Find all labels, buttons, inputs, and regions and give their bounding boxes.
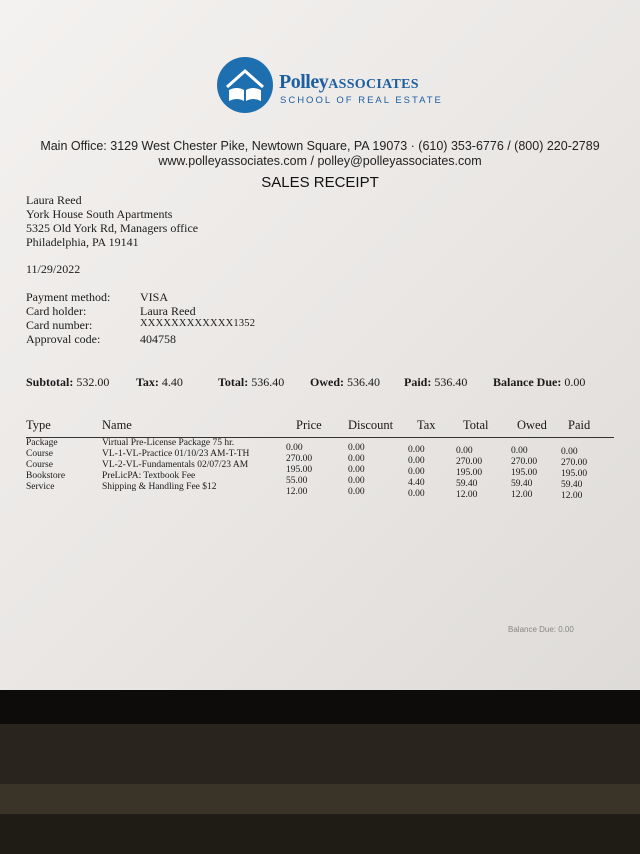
cell-total: 59.40 xyxy=(456,479,478,489)
col-header-tax: Tax xyxy=(417,418,436,432)
col-header-owed: Owed xyxy=(517,418,547,432)
cell-owed: 195.00 xyxy=(511,468,538,478)
office-address: Main Office: 3129 West Chester Pike, Newtown Square, PA 19073 · (610) 353-6776 / (800) 220-2789 xyxy=(40,139,600,153)
customer-name: Laura Reed xyxy=(26,193,82,207)
cell-type: Service xyxy=(26,482,55,492)
laptop-hinge xyxy=(0,784,640,814)
office-web: www.polleyassociates.com / polley@polleyassociates.com xyxy=(158,154,482,168)
col-header-price: Price xyxy=(296,418,322,432)
cell-price: 270.00 xyxy=(286,454,313,464)
cell-price: 195.00 xyxy=(286,465,313,475)
customer-address1: York House South Apartments xyxy=(26,207,173,221)
approval-code-label: Approval code: xyxy=(26,332,101,346)
col-header-type: Type xyxy=(26,418,51,432)
cell-discount: 0.00 xyxy=(348,443,365,453)
polley-logo xyxy=(217,57,447,115)
owed-summary: Owed: 536.40 xyxy=(310,375,380,389)
cell-name: VL-2-VL-Fundamentals 02/07/23 AM xyxy=(102,460,249,470)
balance-due: Balance Due: 0.00 xyxy=(493,375,586,389)
cell-price: 0.00 xyxy=(286,443,303,453)
cell-name: Shipping & Handling Fee $12 xyxy=(102,482,217,492)
cell-total: 195.00 xyxy=(456,468,483,478)
cell-tax: 0.00 xyxy=(408,445,425,455)
cell-tax: 4.40 xyxy=(408,478,425,488)
customer-address2: 5325 Old York Rd, Managers office xyxy=(26,221,199,235)
subtotal: Subtotal: 532.00 xyxy=(26,375,110,389)
col-header-name: Name xyxy=(102,418,132,432)
cell-paid: 12.00 xyxy=(561,491,583,501)
total-column xyxy=(456,446,482,501)
cell-owed: 59.40 xyxy=(511,479,533,489)
paid-column xyxy=(561,447,587,502)
house-book-icon xyxy=(217,57,273,113)
col-header-discount: Discount xyxy=(348,418,394,432)
owed-column xyxy=(511,446,537,501)
cell-discount: 0.00 xyxy=(348,454,365,464)
cell-paid: 0.00 xyxy=(561,447,578,457)
tax-summary: Tax: 4.40 xyxy=(136,375,183,389)
cell-paid: 270.00 xyxy=(561,458,588,468)
cell-owed: 0.00 xyxy=(511,446,528,456)
approval-code-value: 404758 xyxy=(140,332,176,346)
card-number-label: Card number: xyxy=(26,318,93,332)
cell-name: VL-1-VL-Practice 01/10/23 AM-T-TH xyxy=(102,449,250,459)
logo-tagline: SCHOOL OF REAL ESTATE xyxy=(280,95,443,106)
card-number-value: XXXXXXXXXXXX1352 xyxy=(140,318,256,329)
laptop-base xyxy=(0,814,640,854)
tax-column xyxy=(408,445,425,500)
payment-method-label: Payment method: xyxy=(26,290,111,304)
type-column xyxy=(26,438,65,493)
price-column xyxy=(286,443,312,498)
cell-total: 12.00 xyxy=(456,490,478,500)
cell-type: Course xyxy=(26,449,53,459)
receipt-date: 11/29/2022 xyxy=(26,262,81,276)
cell-total: 270.00 xyxy=(456,457,483,467)
payment-method-value: VISA xyxy=(140,290,169,304)
cell-owed: 270.00 xyxy=(511,457,538,467)
cell-discount: 0.00 xyxy=(348,476,365,486)
cell-name: Virtual Pre-License Package 75 hr. xyxy=(102,438,235,448)
monitor-bezel xyxy=(0,690,640,724)
cell-tax: 0.00 xyxy=(408,467,425,477)
cell-type: Package xyxy=(26,438,58,448)
cell-paid: 59.40 xyxy=(561,480,583,490)
logo-wordmark: PolleyASSOCIATES xyxy=(279,71,419,93)
faded-balance-due: Balance Due: 0.00 xyxy=(508,625,574,634)
card-holder-label: Card holder: xyxy=(26,304,87,318)
cell-discount: 0.00 xyxy=(348,487,365,497)
cell-owed: 12.00 xyxy=(511,490,533,500)
cell-discount: 0.00 xyxy=(348,465,365,475)
cell-type: Bookstore xyxy=(26,471,66,481)
customer-city: Philadelphia, PA 19141 xyxy=(26,235,139,249)
cell-paid: 195.00 xyxy=(561,469,588,479)
paid-summary: Paid: 536.40 xyxy=(404,375,468,389)
cell-price: 12.00 xyxy=(286,487,308,497)
cell-price: 55.00 xyxy=(286,476,308,486)
page-title: SALES RECEIPT xyxy=(261,174,379,191)
cell-name: PreLicPA: Textbook Fee xyxy=(102,471,196,481)
name-column xyxy=(102,438,249,493)
col-header-paid: Paid xyxy=(568,418,591,432)
laptop-body xyxy=(0,724,640,784)
col-header-total: Total xyxy=(463,418,489,432)
discount-column xyxy=(348,443,365,498)
cell-tax: 0.00 xyxy=(408,489,425,499)
total-summary: Total: 536.40 xyxy=(218,375,285,389)
cell-total: 0.00 xyxy=(456,446,473,456)
cell-type: Course xyxy=(26,460,53,470)
cell-tax: 0.00 xyxy=(408,456,425,466)
card-holder-value: Laura Reed xyxy=(140,304,196,318)
